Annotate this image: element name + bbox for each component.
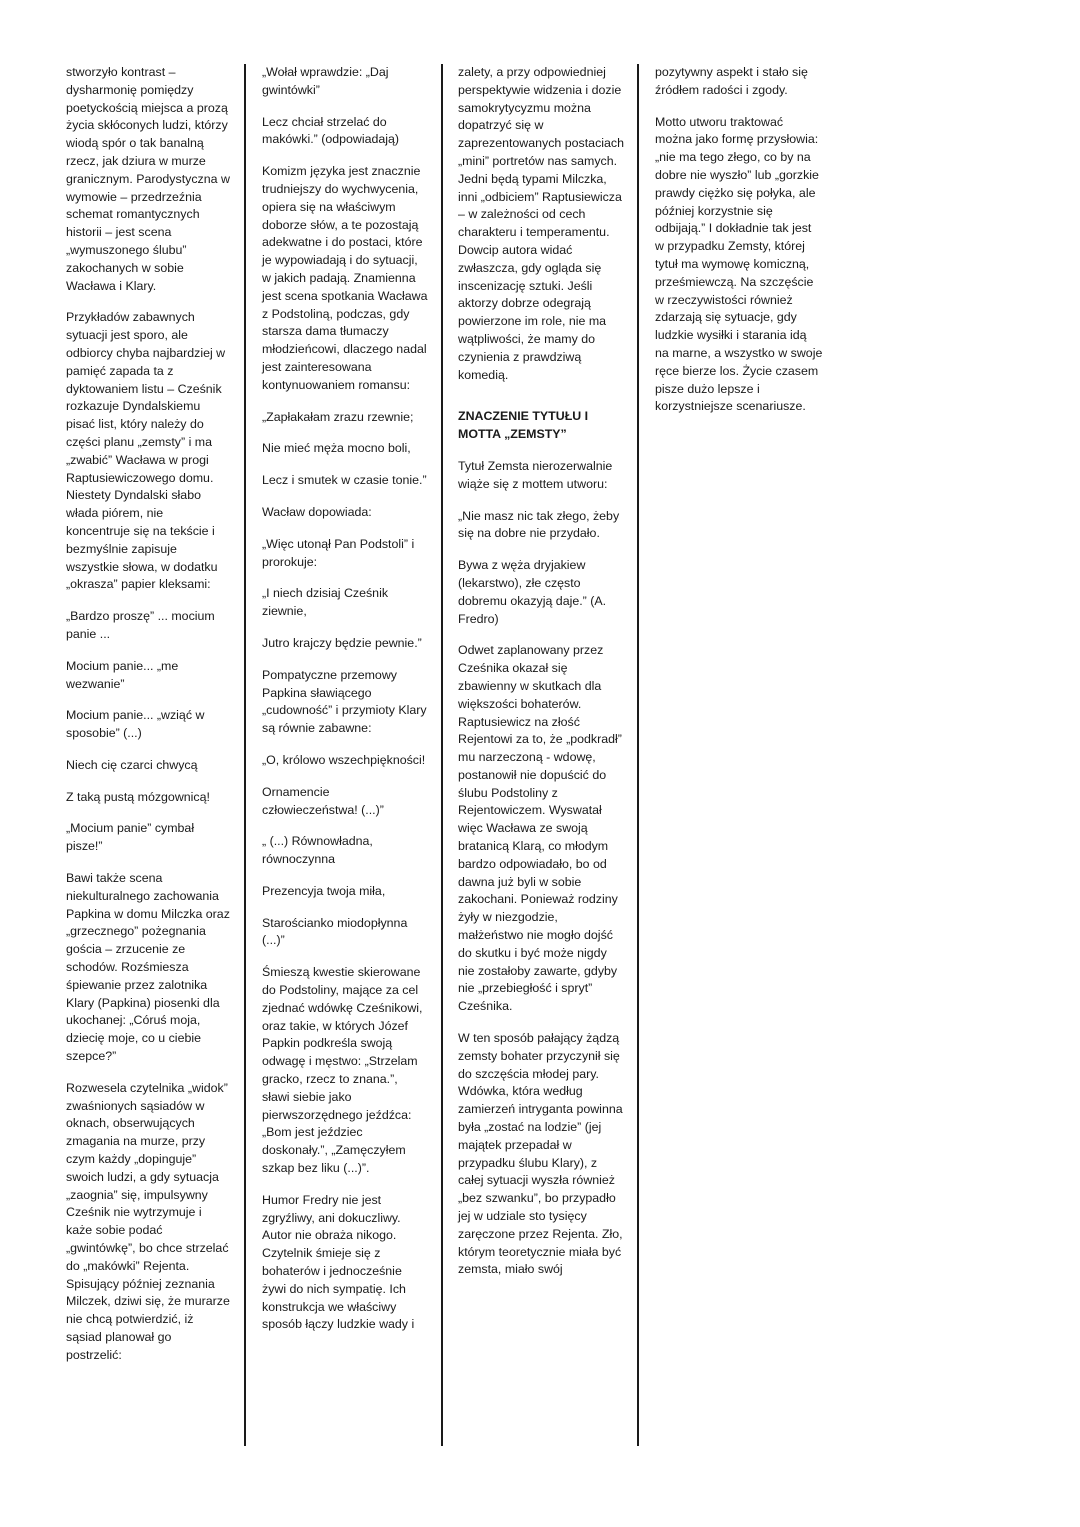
quote-line: Prezencyja twoja miła, (262, 883, 386, 898)
paragraph: Motto utworu traktować można jako formę przysłowia: „nie ma tego złego, co by na dobre nie wyszło” lub „gorzkie prawdy ciężko się połyka, ale później korzystnie się odbijają.” I dokładnie tak jest w przypadku Zemsty, której tytuł ma wymowę komiczną, prześmiewczą. Na szczęście w rzeczywistości również zdarzają się sytuacje, gdy ludzkie wysiłki i starania idą na marne, a wszystko w swoje ręce bierze los. Życie czasem pisze dużo lepsze i korzystniejsze scenariusze. (655, 114, 823, 414)
quote-line: „Zapłakałam zrazu rzewnie; (262, 409, 414, 424)
paragraph: Rozwesela czytelnika „widok” zwaśnionych sąsiadów w oknach, obserwujących zmagania na murze, przy czym każdy „dopinguje” swoich ludzi, a gdy sytuacja „zaognia” się, impulsywny Cześnik nie wytrzymuje i każe sobie podać „gwintówkę”, bo chce strzelać do „makówki” Rejenta. Spisujący później zeznania Milczek, dziwi się, że murarze nie chcą potwierdzić, iż sąsiad planował go postrzelić: (66, 1080, 230, 1362)
quote-line: „Nie masz nic tak złego, żeby się na dobre nie przydało. (458, 508, 620, 541)
paragraph: Wacław dopowiada: (262, 504, 372, 519)
quote-line: Niech cię czarci chwycą (66, 757, 198, 772)
quote-line: Nie mieć męża mocno boli, (262, 441, 411, 456)
column-divider (244, 64, 246, 1446)
section-heading: ZNACZENIE TYTUŁU I MOTTA „ZEMSTY” (458, 409, 589, 442)
column-divider (441, 64, 443, 1446)
quote-line: „O, królowo wszechpiękności! (262, 752, 426, 767)
paragraph: Komizm języka jest znacznie trudniejszy do wychwycenia, opiera się na właściwym doborze słów, a te pozostają adekwatne i do postaci, które je wypowiadają i do sytuacji, w jakich padają. Znamienna jest scena spotkania Wacława z Podstoliną, podczas, gdy starsza dama tłumaczy młodzieńcowi, dlaczego nadal jest zainteresowana kontynuowaniem romansu: (262, 164, 428, 392)
column-divider (637, 64, 639, 1446)
quote-line: „Więc utonął Pan Podstoli” i prorokuje: (262, 536, 415, 569)
text-column-3 (458, 64, 624, 1293)
quote-line: „Bardzo proszę” ... mocium panie ... (66, 609, 215, 641)
paragraph: Tytuł Zemsta nierozerwalnie wiąże się z mottem utworu: (458, 458, 613, 491)
quote-line: Bywa z węża dryjakiew (lekarstwo), złe często dobremu okazyją daje.” (A. Fredro) (458, 558, 607, 626)
text-column-1 (66, 64, 230, 1379)
text-column-4 (655, 64, 823, 430)
quote-line: „ (...) Równowładna, równoczynna (262, 834, 373, 867)
paragraph: Odwet zaplanowany przez Cześnika okazał się zbawienny w skutkach dla większości bohaterów. Raptusiewicz na złość Rejentowi za to, że „podkradł” mu narzeczoną - wdowę, postanowił nie dopuścić do ślubu Podstoliny z Rejentowiczem. Wyswatał więc Wacława ze swoją bratanicą Klarą, co młodym bardzo odpowiadało, bo od dawna już byli w sobie zakochani. Ponieważ rodziny żyły w niezgodzie, małżeństwo nie mogło dojść do skutku i być może nigdy nie zostałoby zawarte, gdyby nie „przebiegłość i spryt” Cześnika. (458, 643, 622, 1014)
paragraph: pozytywny aspekt i stało się źródłem radości i zgody. (655, 65, 808, 97)
quote-line: Ornamencie człowieczeństwa! (...)” (262, 784, 384, 817)
quote-line: Jutro krajczy będzie pewnie.” (262, 635, 422, 650)
paragraph: W ten sposób pałający żądzą zemsty bohater przyczynił się do szczęścia młodej pary. Wdówka, która według zamierzeń intryganta powinna była „zostać na lodzie” (jej majątek przepadał w przypadku ślubu Klary), z całej sytuacji wyszła również „bez szwanku”, bo przypadło jej w udziale sto tysięcy zaręczone przez Rejenta. Zło, którym teoretycznie miała być zemsta, miało swój (458, 1031, 623, 1277)
paragraph: Bawi także scena niekulturalnego zachowania Papkina w domu Milczka oraz „grzecznego” pożegnania gościa – zrzucenie ze schodów. Rozśmiesza śpiewanie przez zalotnika Klary (Papkina) piosenki dla ukochanej: „Córuś moja, dziecię moje, co u ciebie szepce?” (66, 871, 230, 1064)
quote-line: Z taką pustą mózgownicą! (66, 789, 210, 804)
text-column-2 (262, 64, 428, 1348)
quote-line: Lecz i smutek w czasie tonie.” (262, 473, 427, 488)
quote-line: Starościanko miodopłynna (...)” (262, 915, 408, 948)
paragraph: Pompatyczne przemowy Papkina sławiącego „cudowność” i przymioty Klary są równie zabawne: (262, 667, 427, 736)
paragraph: Przykładów zabawnych sytuacji jest sporo, ale odbiorcy chyba najbardziej w pamięć zapada ta z dyktowaniem listu – Cześnik rozkazuje Dyndalskiemu pisać list, który należy do części planu „zemsty” i ma „zwabić” Wacława w progi Raptusiewiczowego domu. Niestety Dyndalski słabo włada piórem, nie koncentruje się na tekście i bezmyślnie zapisuje wszystkie słowa, w dodatku „okrasza” papier kleksami: (66, 310, 226, 592)
quote-line: „Mocium panie” cymbał pisze!” (66, 821, 195, 854)
paragraph: Humor Fredry nie jest zgryźliwy, ani dokuczliwy. Autor nie obraża nikogo. Czytelnik śmieje się z bohaterów i jednocześnie żywi do nich sympatię. Ich konstrukcja we właściwy sposób łączy ludzkie wady i (262, 1192, 415, 1332)
quote-line: „Wołał wprawdzie: „Daj gwintówki” (262, 65, 389, 97)
paragraph: Śmieszą kwestie skierowane do Podstoliny, mające za cel zjednać wdówkę Cześnikowi, oraz takie, w których Józef Papkin podkreśla swoją odwagę i męstwo: „Strzelam gracko, rzecz to znana.”, sławi siebie jako pierwszorzędnego jeźdźca: „Bom jest jeździec doskonały.”, „Zamęczyłem szkap bez liku (...)”. (262, 965, 423, 1176)
paragraph: stworzyło kontrast – dysharmonię pomiędzy poetyckością miejsca a prozą życia skłóconych ludzi, którzy wiodą spór o tak banalną rzecz, jak dziura w murze granicznym. Parodystyczna w wymowie – przedrzeźnia schemat romantycznych historii – jest scena „wymuszonego ślubu” zakochanych w sobie Wacława i Klary. (66, 65, 230, 293)
quote-line: „I niech dzisiaj Cześnik ziewnie, (262, 586, 389, 619)
quote-line: Lecz chciał strzelać do makówki.” (odpowiadają) (262, 114, 400, 147)
quote-line: Mocium panie... „me wezwanie” (66, 658, 179, 691)
paragraph: zalety, a przy odpowiedniej perspektywie widzenia i dozie samokrytycyzmu można dopatrzyć się w zaprezentowanych postaciach „mini” portretów nas samych. Jedni będą typami Milczka, inni „odbiciem” Raptusiewicza – w zależności od cech charakteru i temperamentu. Dowcip autora widać zwłaszcza, gdy ogląda się inscenizację sztuki. Jeśli aktorzy dobrze odegrają powierzone im role, nie ma wątpliwości, że mamy do czynienia z prawdziwą komedią. (458, 65, 624, 382)
quote-line: Mocium panie... „wziąć w sposobie” (...) (66, 708, 205, 741)
